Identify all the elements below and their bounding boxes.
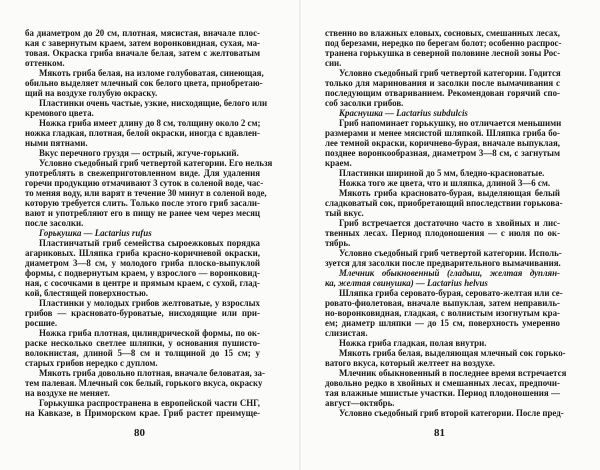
section-heading bbox=[25, 228, 260, 238]
paragraph bbox=[25, 118, 260, 148]
text-line: Шляпка гриба серовато-бурая, серовато-желтая или се- bbox=[339, 288, 563, 298]
text-line: транена горькушка в северной половине лесной зоны Рос- bbox=[325, 48, 561, 58]
left-page-text bbox=[25, 28, 273, 418]
text-line: обильно выделяет млечный сок белого цвета, приобретаю- bbox=[25, 78, 263, 88]
paragraph bbox=[25, 398, 260, 418]
paragraph bbox=[25, 148, 260, 158]
text-line: кая с завернутым краем, затем воронковидная, сухая, ма- bbox=[25, 38, 260, 48]
paragraph bbox=[325, 178, 560, 188]
paragraph bbox=[325, 348, 566, 368]
text-line: тый вкус. bbox=[325, 208, 364, 218]
text-line: вают и употребляют его в пищу не ранее чем через месяц bbox=[25, 208, 260, 218]
text-line: Краснушка — Lactarius subdulcis bbox=[339, 108, 468, 118]
right-page-text bbox=[325, 28, 567, 418]
paragraph bbox=[325, 28, 560, 68]
paragraph bbox=[325, 118, 560, 168]
section-heading bbox=[325, 268, 560, 288]
text-line: ем; диаметр шляпки — до 15 см, поверхность умеренно bbox=[325, 318, 560, 328]
page-number-right: 81 bbox=[434, 427, 445, 439]
text-line: ба диаметром до 20 см, плотная, мясистая, вначале плос- bbox=[25, 28, 260, 38]
text-line: грибов — красновато-буроватые, нисходящие или при- bbox=[25, 308, 260, 318]
text-line: ная, с сосочками в центре и прямым краем, с сухой, глад- bbox=[25, 278, 260, 288]
text-line: Мякоть гриба красновато-бурая, выделяющая белый bbox=[339, 188, 560, 198]
section-heading bbox=[325, 108, 560, 118]
text-line: размерами и менее мясистой шляпкой. Шляпка гриба бо- bbox=[325, 128, 560, 138]
paragraph bbox=[325, 338, 560, 348]
text-line: на воздухе не меняет. bbox=[25, 388, 110, 398]
paragraph bbox=[325, 248, 560, 268]
paragraph bbox=[325, 368, 567, 408]
text-line: Пластинчатый гриб семейства сыроежковых порядка bbox=[39, 238, 260, 248]
text-line: твенных лесах. Период плодоношения — с июля по ок- bbox=[325, 228, 560, 238]
text-line: Ножка гриба плотная, цилиндрической формы, по ок- bbox=[39, 328, 260, 338]
paragraph bbox=[325, 168, 560, 178]
text-line: август—октябрь. bbox=[325, 398, 395, 408]
text-line: лее темной окраски, коричнево-бурая, вначале выпуклая, bbox=[325, 138, 560, 148]
text-line: тем палевая. Млечный сок белый, горького вкуса, окраску bbox=[25, 378, 263, 388]
text-line: старых грибов нередко с дуплом. bbox=[25, 358, 158, 368]
text-line: только для маринования и засолки после вымачивания с bbox=[325, 78, 560, 88]
text-line: товая. Окраска гриба вначале белая, затем с желтоватым bbox=[25, 48, 260, 58]
text-line: Условно съедобный гриб четвертой категории. Его нельзя bbox=[39, 158, 273, 168]
text-line: сладковатый сок, приобретающий впоследствии горькова- bbox=[325, 198, 563, 208]
text-line: под березами, нередко по берегам болот; особенно распрос- bbox=[325, 38, 562, 48]
text-line: диаметром 3—8 см, у молодого гриба плоско-выпуклой bbox=[25, 258, 260, 268]
text-line: волокнистая, длиной 5—8 см и толщиной до 15 см; у bbox=[25, 348, 260, 358]
text-line: кой, блестящей поверхностью. bbox=[25, 288, 148, 298]
text-line: росшие. bbox=[25, 318, 58, 328]
paragraph bbox=[25, 328, 260, 368]
paragraph bbox=[325, 218, 560, 248]
text-line: соб засолки грибов. bbox=[325, 98, 404, 108]
paragraph bbox=[25, 158, 273, 228]
text-line: оттенком. bbox=[25, 58, 65, 68]
text-line: последующим отвариванием. Рекомендован горячий спо- bbox=[325, 88, 560, 98]
text-line: Мякоть гриба белая, выделяющая млечный сок горько- bbox=[339, 348, 566, 358]
text-line: кремового цвета. bbox=[25, 108, 94, 118]
text-line: позднее воронкообразная, диаметром 3—8 см, с загнутым bbox=[325, 148, 560, 158]
paragraph bbox=[25, 98, 268, 118]
text-line: Пластинки очень частые, узкие, нисходящие, белого или bbox=[39, 98, 268, 108]
text-line: Условно съедобный гриб четвертой категории. Годится bbox=[339, 68, 561, 78]
text-line: щий на воздухе голубую окраску. bbox=[25, 88, 158, 98]
text-line: употреблять в свежеприготовленном виде. Для удаления bbox=[25, 168, 260, 178]
text-line: горечи продукцию отмачивают 3 суток в соленой воде, час- bbox=[25, 178, 264, 188]
text-line: формы, с подвернутым краем, у взрослого — воронковид- bbox=[25, 268, 260, 278]
text-line: Условно съедобный гриб четвертой категории. Исполь- bbox=[339, 248, 562, 258]
text-line: довольно редко в хвойных и смешанных лесах, предпочи- bbox=[325, 378, 560, 388]
book-gutter bbox=[299, 0, 301, 470]
text-line: Ножка гриба имеет длину до 8 см, толщину около 2 см; bbox=[39, 118, 261, 128]
text-line: сии. bbox=[325, 58, 342, 68]
text-line: Мякоть гриба белая, на изломе голубоватая, синеющая, bbox=[39, 68, 264, 78]
text-line: слизистая. bbox=[325, 328, 368, 338]
text-line: Гриб встречается достаточно часто в хвойных и лис- bbox=[339, 218, 560, 228]
paragraph bbox=[325, 68, 560, 108]
text-line: Горькушка — Lactarius rufus bbox=[39, 228, 152, 238]
text-line: краем. bbox=[325, 158, 352, 168]
text-line: Ножка гриба гладкая, полая внутри. bbox=[339, 338, 487, 348]
text-line: Пластинки шириной до 5 мм, бледно-красноватые. bbox=[339, 168, 545, 178]
text-line: Пластинки у молодых грибов желтоватые, у взрослых bbox=[39, 298, 260, 308]
text-line: ными пятнами. bbox=[25, 138, 88, 148]
text-line: ровато-фиолетовая, вначале выпуклая, затем неправиль- bbox=[325, 298, 560, 308]
text-line: тая влажные мшистые участки. Период плодоношения — bbox=[325, 388, 560, 398]
text-line: после засолки. bbox=[25, 218, 84, 228]
text-line: ватого вкуса, который желтеет на воздухе. bbox=[325, 358, 495, 368]
paragraph bbox=[325, 188, 563, 218]
paragraph bbox=[25, 68, 264, 98]
paragraph bbox=[25, 368, 265, 398]
text-line: Млечник обыкновенный в последнее время встречается bbox=[339, 368, 567, 378]
text-line: которую требуется слить. Только после этого гриб засали- bbox=[25, 198, 260, 208]
text-line: агариковых. Шляпка гриба красно-коричневой окраски, bbox=[25, 248, 260, 258]
text-line: Млечник обыкновенный (гладыш, желтая дуплян- bbox=[339, 268, 560, 278]
paragraph bbox=[25, 28, 260, 68]
text-line: но-воронковидная, гладкая, с волнистым изогнутым кра- bbox=[325, 308, 560, 318]
text-line: ножка гладкая, плотная, белой окраски, иногда с вдавлен- bbox=[25, 128, 260, 138]
text-line: Гриб напоминает горькушку, но отличается меньшими bbox=[339, 118, 562, 128]
text-line: Условно съедобный гриб второй категории. После пред- bbox=[339, 408, 564, 418]
paragraph bbox=[325, 288, 563, 338]
text-line: на Кавказе, в Приморском крае. Гриб растет преимуще- bbox=[25, 408, 260, 418]
paragraph bbox=[25, 238, 260, 298]
text-line: ственно во влажных еловых, сосновых, смешанных лесах, bbox=[325, 28, 560, 38]
text-line: ка, желтая свинушка) — Lactarius helvus bbox=[325, 278, 488, 288]
text-line: раске несколько светлее шляпки, у основания пушисто- bbox=[25, 338, 260, 348]
text-line: Горькушка распространена в европейской части СНГ, bbox=[39, 398, 260, 408]
text-line: Вкус перечного груздя — острый, жгуче-горький. bbox=[39, 148, 239, 158]
text-line: то меняя воду, или варят в течение 30 минут в соленой воде, bbox=[25, 188, 267, 198]
page-number-left: 80 bbox=[134, 427, 145, 439]
text-line: Ножка того же цвета, что и шляпка, длиной 3—6 см. bbox=[339, 178, 551, 188]
paragraph bbox=[25, 298, 260, 328]
text-line: зуется для засолки после предварительного вымачивания. bbox=[325, 258, 561, 268]
text-line: Мякоть гриба довольно плотная, вначале беловатая, за- bbox=[39, 368, 265, 378]
paragraph bbox=[325, 408, 564, 418]
text-line: тябрь. bbox=[325, 238, 351, 248]
